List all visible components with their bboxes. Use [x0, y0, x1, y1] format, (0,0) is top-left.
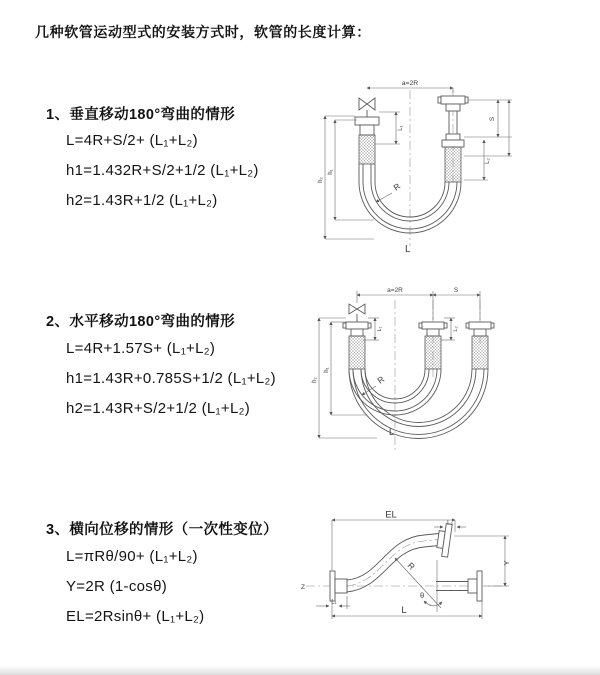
radius-callout — [376, 181, 402, 202]
section-1-heading: 1、垂直移动180°弯曲的情形 — [46, 107, 236, 123]
section-3-heading: 3、横向位移的情形（一次性变位） — [46, 522, 278, 538]
radius-callout — [395, 558, 441, 608]
dim-label-r: R — [391, 180, 403, 193]
dim-label-a2r: a=2R — [387, 287, 403, 294]
dim-label-l1: L₁ — [398, 125, 404, 131]
page-bottom-edge — [0, 666, 600, 675]
right-flange-fitting — [466, 322, 494, 369]
dim-label-l: L — [401, 605, 407, 616]
left-flange-fitting — [330, 571, 347, 601]
dim-label-l1: L₁ — [377, 326, 383, 332]
dim-label-h2: h₂ — [312, 377, 318, 383]
dim-label-h2: h₂ — [318, 177, 324, 183]
section-3-formula-L: L=πRθ/90+ (L₁+L₂) — [66, 548, 198, 565]
section-3-formula-Y: Y=2R (1-cosθ) — [66, 578, 168, 595]
dim-h2 — [319, 318, 377, 438]
axis-break-mark: Z — [301, 584, 305, 591]
left-flange-fitting — [355, 117, 379, 164]
dim-label-s: S — [453, 287, 459, 294]
dim-label-r: R — [375, 373, 387, 386]
section-1-formula-L: L=4R+S/2+ (L₁+L₂) — [66, 132, 198, 149]
dim-label-l2: L₂ — [453, 326, 459, 332]
dim-label-s: S — [489, 116, 496, 122]
section-2-formula-h1: h1=1.43R+0.785S+1/2 (L₁+L₂) — [66, 370, 276, 387]
diagram-lateral-displacement — [298, 506, 598, 644]
dim-s — [464, 100, 512, 156]
dim-label-h1: h₁ — [328, 169, 334, 175]
dim-label-el: EL — [385, 509, 397, 521]
dim-label-y: Y — [502, 560, 511, 566]
braid-section — [445, 147, 461, 182]
dim-label-l2: L₂ — [485, 158, 491, 164]
page-title: 几种软管运动型式的安装方式时，软管的长度计算： — [35, 24, 371, 40]
dim-label-l1: L₁ — [331, 599, 337, 606]
diagram-vertical-180-bend — [312, 72, 592, 264]
dim-label-theta: θ — [420, 591, 425, 600]
right-flange-fitting — [438, 96, 468, 182]
dim-a2r — [357, 291, 480, 320]
dim-label-l: L — [405, 244, 411, 255]
section-3-formula-EL: EL=2Rsinθ+ (L₁+L₂) — [66, 608, 205, 625]
section-2-formula-L: L=4R+1.57S+ (L₁+L₂) — [66, 340, 216, 357]
section-1-formula-h1: h1=1.432R+S/2+1/2 (L₁+L₂) — [66, 162, 259, 179]
dim-label-r: R — [405, 560, 417, 572]
dim-label-a2r: a=2R — [401, 80, 419, 87]
diagram-horizontal-180-bend — [305, 282, 595, 460]
dim-label-l: L — [389, 427, 395, 437]
dim-label-l2: L₂ — [447, 520, 453, 527]
section-2-heading: 2、水平移动180°弯曲的情形 — [46, 314, 236, 330]
valve-icon — [349, 304, 365, 322]
middle-flange-fitting — [419, 322, 447, 369]
section-2-formula-h2: h2=1.43R+S/2+1/2 (L₁+L₂) — [66, 400, 251, 417]
dim-label-h1: h₁ — [324, 367, 330, 373]
valve-icon — [359, 98, 375, 117]
braid-section — [359, 135, 375, 164]
left-flange-fitting — [343, 322, 371, 369]
dim-l — [332, 601, 482, 619]
section-1-formula-h2: h2=1.43R+1/2 (L₁+L₂) — [66, 192, 218, 209]
hose-s-curve — [347, 533, 444, 592]
